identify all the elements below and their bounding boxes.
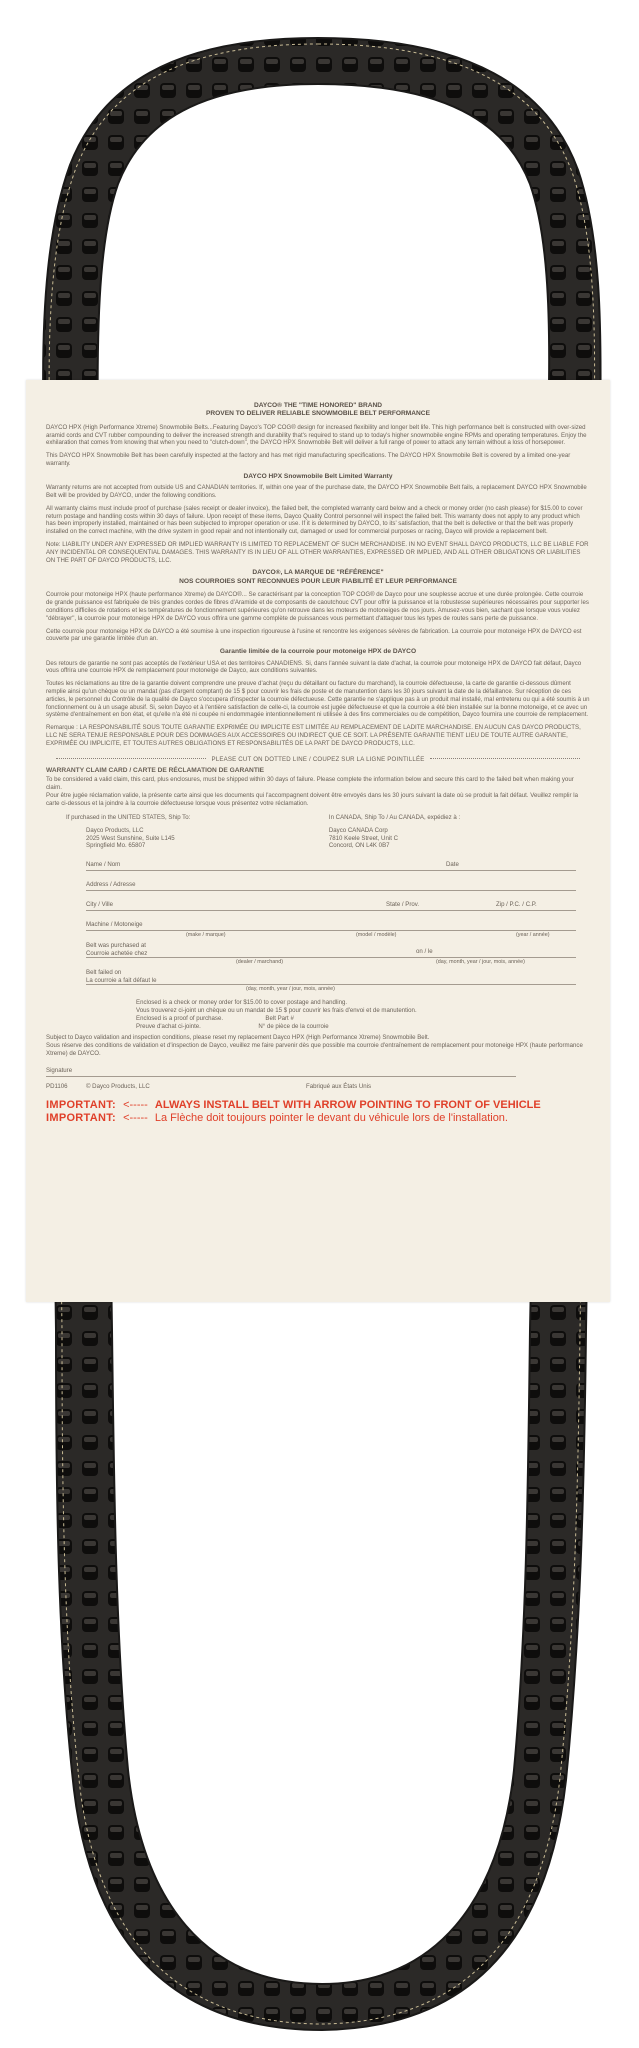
fr-liability-note: Remarque : LA RESPONSABILITÉ SOUS TOUTE GARANTIE EXPRIMÉE OU IMPLICITE EST LIMITÉE AU REMPLACEMENT DE LADITE MARCHANDISE. EN AUCUN CAS DAYCO PRODUCTS, LLC NE SERA TENUE RESPONSABLE POUR DES DOMMAGES AUX ACCESSOIRES OU INDIRECT QUE CE SOIT. LA PRÉSENTE GARANTIE TIENT LIEU DE TOUTE AUTRE GARANTIE, EXPRIMÉE OU IMPLICITE, ET TOUTES AUTRES OBLIGATIONS ET RESPONSABILITÉS DE LA PART DE DAYCO PRODUCTS, LLC. (46, 724, 581, 747)
subject-text-fr: Sous réserve des conditions de validation et d'inspection de Dayco, veuillez me faire parvenir dès que possible ma courroie d'entraînement de remplacement pour motoneige HPX (haute performance Xtreme) de DAYCO. (46, 1042, 583, 1057)
made-in: Fabriqué aux États Unis (306, 1082, 372, 1090)
us-address: If purchased in the UNITED STATES, Ship To: Dayco Products, LLC 2025 West Sunshine, Suite L145 Springfield Mo. 65807 (66, 813, 191, 850)
city-field[interactable]: City / Ville State / Prov. Zip / P.C. / C.P. (86, 898, 576, 911)
inspected-text: This DAYCO HPX Snowmobile Belt has been carefully inspected at the factory and has met rigid manufacturing specifications. The DAYCO HPX Snowmobile Belt is covered by a limited one-year warranty. (46, 452, 571, 468)
liability-note: Note: LIABILITY UNDER ANY EXPRESSED OR IMPLIED WARRANTY IS LIMITED TO REPLACEMENT OF SUCH MERCHANDISE. IN NO EVENT SHALL DAYCO PRODUCTS, LLC BE LIABLE FOR ANY INCIDENTAL OR CONSEQUENTIAL DAMAGES. THIS WARRANTY IS IN LIEU OF ALL OTHER WARRANTIES, EXPRESSED OR IMPLIED, AND ALL OTHER OBLIGATIONS OR LIABILITIES ON THE PART OF DAYCO PRODUCTS, LLC. (46, 541, 589, 564)
claim-card-title: WARRANTY CLAIM CARD / CARTE DE RÉCLAMATION DE GARANTIE (46, 767, 265, 775)
subject-text: Subject to Dayco validation and inspection conditions, please reset my replacement Dayco HPX (High Performance Xtreme) Snowmobile Belt. (46, 1034, 430, 1042)
fr-warranty-paragraph-1: Des retours de garantie ne sont pas acceptés de l'extérieur USA et des territoires CANADIENS. Si, dans l'année suivant la date d'achat, la courroie pour motoneige HPX de DAYCO fait défaut, Dayco vous offrira une courroie HPX de remplacement pour motoneige de Dayco, aux conditions suivantes. (46, 659, 582, 675)
install-instruction-fr: IMPORTANT: <----- La Flèche doit toujours pointer le devant du véhicule lors de l'installation. (46, 1112, 508, 1125)
checklist-item[interactable]: Preuve d'achat ci-jointe. N° de pièce de la courroie (136, 1022, 329, 1030)
fr-warranty-title: Garantie limitée de la courroie pour motoneige HPX de DAYCO (219, 648, 417, 656)
checklist-item[interactable]: Enclosed is a check or money order for $15.00 to cover postage and handling. (136, 999, 348, 1007)
address-field[interactable]: Address / Adresse (86, 878, 576, 891)
fr-product-intro: Courroie pour motoneige HPX (haute performance Xtreme) de DAYCO®... Se caractérisant par la conception TOP COG® de Dayco pour une souplesse accrue et une durée prolongée. Cette courroie de grande puissance est fabriquée de très grandes cordes de fibres d'Aramide et de composants de caoutchouc CVT pour offrir la puissance et la robustesse supérieures nécessaires pour supporter les conditions difficiles de rotations et les températures de fonctionnement supérieures qu'on retrouve dans les moteurs de motoneiges de nos jours. Amusez-vous bien, sachant que lorsque vous voulez "débrayer", la courroie pour motoneige HPX de DAYCO vous offrira une gamme complète de puissances vous permettant d'attaquer tous les types de routes sans perte de puissance. (46, 591, 589, 622)
enclosure-checklist (136, 999, 590, 1030)
fr-warranty-paragraph-2: Toutes les réclamations au titre de la garantie doivent comprendre une preuve d'achat (reçu du détaillant ou facture du marchand), la courroie défectueuse, la carte de garantie ci-dessous dûment remplie ainsi qu'un chèque ou un mandat (pas d'argent comptant) de 15 $ pour couvrir les frais de poste et de manutention dans les 30 jours suivant la date de la défaillance. Sur réception de ces articles, le personnel du Contrôle de la qualité de Dayco s'occupera d'inspecter la courroie défectueuse. Cette garantie ne s'applique pas à un produit mal installé, mal entretenu ou qui a été soumis à un fonctionnement ou à un usage abusif. Si, selon Dayco et à l'entière satisfaction de celle-ci, la courroie est jugée défectueuse et que la courroie a été bien installée sur la bonne motoneige, et ce avec un système d'entraînement en bon état, et qu'elle n'a été ni coupée ni endommagée intentionnellement ni utilisée à des fins commerciales ou de compétition, Dayco fournira une courroie de remplacement. (46, 680, 590, 719)
checklist-item[interactable]: Enclosed is a proof of purchase. Belt Part # (136, 1014, 294, 1022)
claim-instructions: To be considered a valid claim, this card, plus enclosures, must be shipped within 30 days of failure. Please complete the information below and secure this card to the failed belt when making your claim. (46, 775, 574, 791)
signature-field[interactable]: Signature (46, 1064, 516, 1077)
product-intro: DAYCO HPX (High Performance Xtreme) Snowmobile Belts...Featuring Dayco's TOP COG® design for increased flexibility and longer belt life. This high performance belt is constructed with over-sized aramid cords and CVT rubber compounding to deliver the increased strength and durability that's required to stand up to today's higher snowmobile engine RPMs and operating temperatures. Enjoy the exhilaration that comes from knowing that when you need to "clutch-down", the DAYCO HPX Snowmobile Belt will deliver a full range of power to attack any terrain without a loss of horsepower. (46, 423, 587, 447)
machine-field[interactable]: Machine / Motoneige (86, 918, 576, 931)
warranty-paragraph-1: Warranty returns are not accepted from outside US and CANADIAN territories. If, within one year of the purchase date, the DAYCO HPX Snowmobile Belt fails, a replacement DAYCO HPX Snowmobile Belt will be provided by DAYCO, under the following conditions. (46, 484, 587, 500)
canada-address: In CANADA, Ship To / Au CANADA, expédiez à : Dayco CANADA Corp 7810 Keele Street, Unit C Concord, ON L4K 0B7 (328, 813, 461, 850)
warranty-title: DAYCO HPX Snowmobile Belt Limited Warranty (243, 472, 393, 480)
name-field[interactable]: Name / Nom Date (86, 858, 576, 871)
fr-card-header: DAYCO®, LA MARQUE DE "RÉFÉRENCE" (252, 569, 384, 577)
arrow-left-icon: <----- (123, 1098, 148, 1111)
warranty-paragraph-2: All warranty claims must include proof of purchase (sales receipt or dealer invoice), the failed belt, the completed warranty card below and a check or money order (no cash please) for $15.00 to cover return postage and handling costs within 30 days of failure. Upon receipt of these items, Dayco Quality Control personnel will inspect the failed belt. This warranty does not apply to any product which has been improperly installed, maintained or has been subjected to improper operation or use. If it is determined by DAYCO, to its' satisfaction, that the belt is defective or that the belt was properly installed on the correct machine, with the drive system in good repair and not intentionally cut, damaged or used for commercial purposes or racing, Dayco will provide a replacement belt. (46, 504, 583, 536)
arrow-left-icon: <----- (123, 1112, 148, 1125)
ship-to-addresses (46, 814, 590, 850)
checklist-item[interactable]: Vous trouverez ci-joint un chèque ou un mandat de 15 $ pour couvrir les frais d'envoi et de manutention. (136, 1006, 417, 1014)
install-instruction-en: IMPORTANT: <----- ALWAYS INSTALL BELT WITH ARROW POINTING TO FRONT OF VEHICLE (46, 1098, 541, 1111)
purchased-at-field[interactable]: Belt was purchased at Courroie achetée chez on / le (86, 945, 576, 958)
part-code: PD1106 (46, 1082, 68, 1090)
claim-form-fields: Name / Nom Date Address / Adresse City / Ville State / Prov. Zip / P.C. / C.P. Machine / Motoneige (make / marque) (model / modèle) (year / année) Belt was purchased at Courroie achetée chez on / le (dealer / marchand) (day, month, year / jour, mois, année) Belt failed on La courroie a fait défaut le (day, month, year / jour, mois, année) (86, 858, 576, 995)
warranty-card (26, 380, 610, 1302)
card-footer (46, 1083, 590, 1093)
card-subheader: PROVEN TO DELIVER RELIABLE SNOWMOBILE BELT PERFORMANCE (206, 410, 430, 418)
cut-line: PLEASE CUT ON DOTTED LINE / COUPEZ SUR LA LIGNE POINTILLÉE (46, 756, 590, 764)
copyright: © Dayco Products, LLC (86, 1082, 150, 1090)
claim-instructions-fr: Pour être jugée réclamation valide, la présente carte ainsi que les documents qui l'accompagnent doivent être envoyés dans les 30 jours suivant la date où se produit la fait défaut. Veuillez remplir la carte ci-dessous et la joindre à la courroie défectueuse lorsque vous présentez votre réclamation. (46, 792, 578, 808)
fr-card-subheader: NOS COURROIES SONT RECONNUES POUR LEUR FIABILITÉ ET LEUR PERFORMANCE (179, 577, 457, 585)
fr-inspected-text: Cette courroie pour motoneige HPX de DAYCO a été soumise à une inspection rigoureuse à l'usine et rencontre les exigences sévères de fabrication. La courroie pour motoneige HPX de DAYCO est couverte par une garantie limitée d'un an. (46, 627, 582, 643)
failed-on-field[interactable]: Belt failed on La courroie a fait défaut le (86, 972, 576, 985)
card-header: DAYCO® THE "TIME HONORED" BRAND (253, 402, 383, 409)
